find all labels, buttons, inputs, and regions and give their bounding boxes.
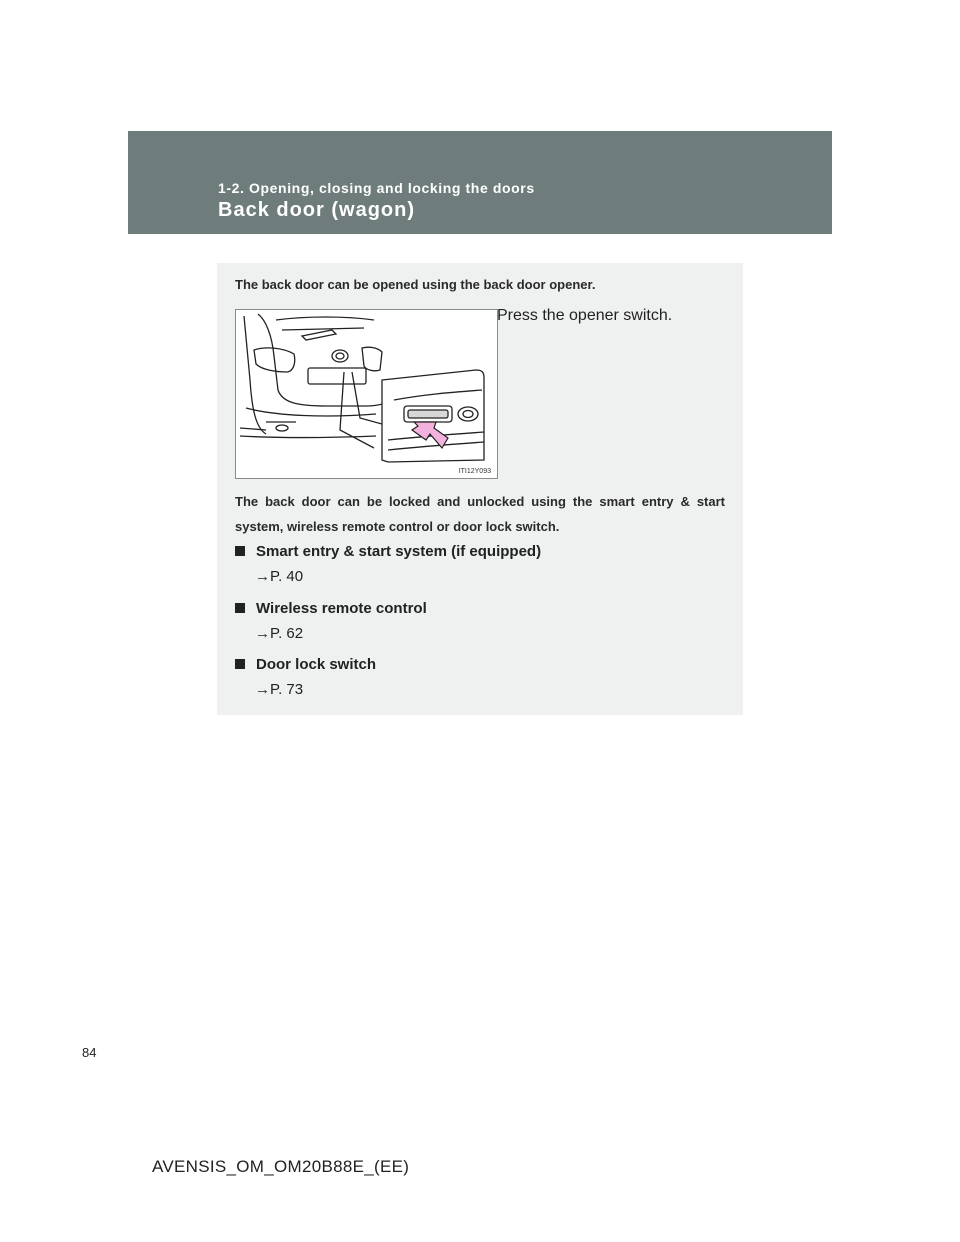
page-reference-link[interactable]: →P. 40: [255, 568, 304, 585]
page-number: 84: [82, 1045, 97, 1060]
square-bullet-icon: [235, 603, 245, 613]
back-door-illustration: [235, 309, 498, 479]
opener-instruction: Press the opener switch.: [497, 307, 673, 324]
page-reference-link[interactable]: →P. 62: [255, 625, 304, 642]
square-bullet-icon: [235, 659, 245, 669]
lock-paragraph: The back door can be locked and unlocked using the smart entry & start system, wireless remote control or door lock switch.: [235, 494, 725, 534]
content-panel: [217, 263, 743, 715]
car-rear-drawing: [236, 310, 497, 478]
chapter-header: [128, 131, 832, 234]
item-heading-smart-entry: Smart entry & start system (if equipped): [235, 543, 541, 560]
item-heading-door-lock-switch: Door lock switch: [235, 656, 376, 673]
page-title: Back door (wagon): [218, 199, 416, 221]
item-heading-wireless-remote: Wireless remote control: [235, 600, 427, 617]
intro-text: The back door can be opened using the back door opener.: [235, 277, 596, 292]
document-code: AVENSIS_OM_OM20B88E_(EE): [152, 1157, 410, 1176]
square-bullet-icon: [235, 546, 245, 556]
figure-code: ITI12Y093: [458, 468, 491, 475]
section-label: 1-2. Opening, closing and locking the doors: [218, 180, 535, 196]
page-reference-link[interactable]: →P. 73: [255, 681, 304, 698]
